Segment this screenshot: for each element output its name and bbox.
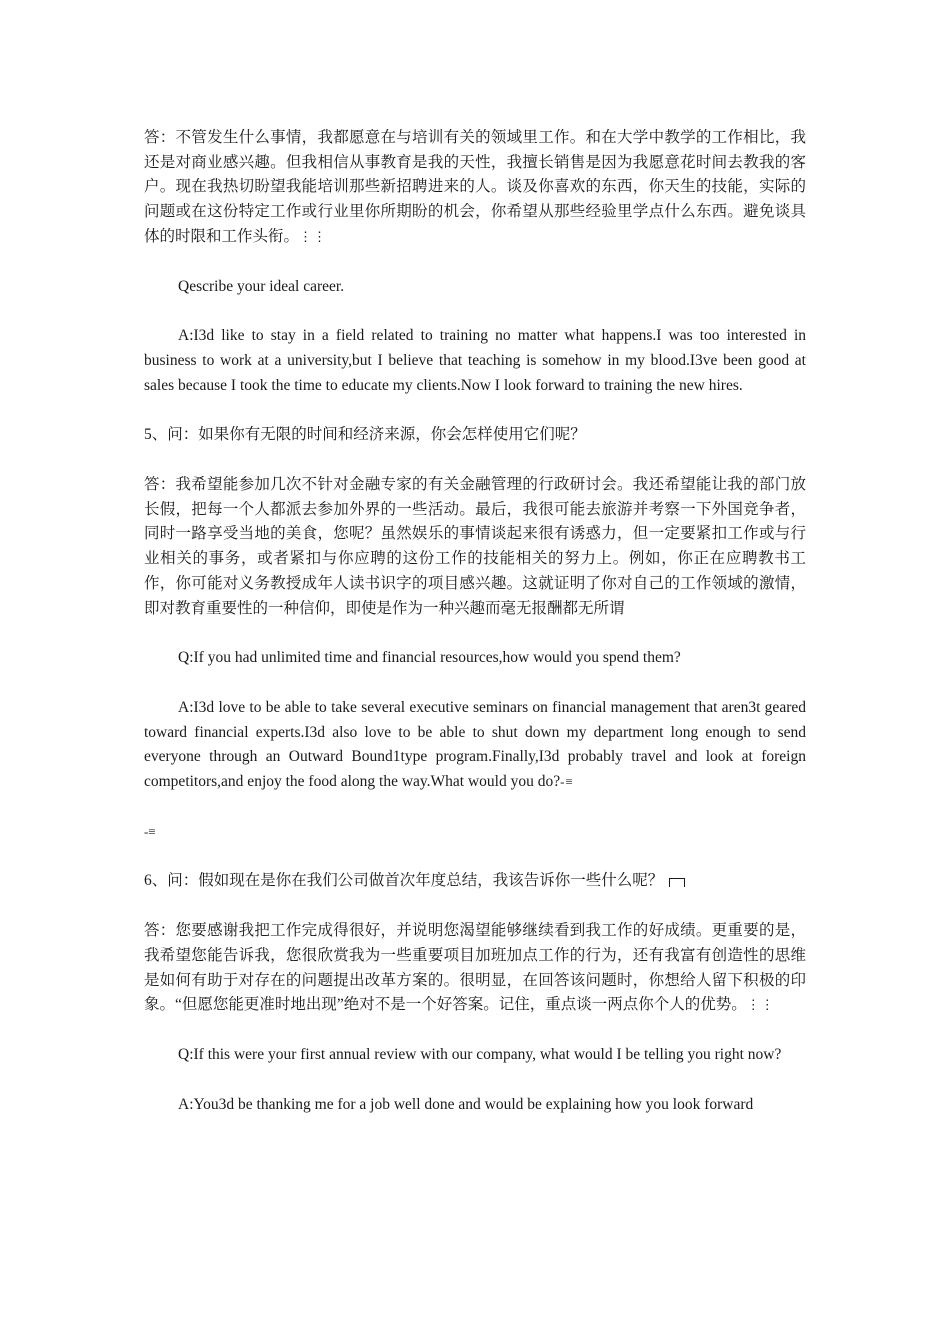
ellipsis-mark: ⋮⋮ [299,228,328,244]
answer-6-english: A:You3d be thanking me for a job well done and would be explaining how you look forward [178,1095,754,1113]
question-4-english: Qescribe your ideal career. [178,277,345,295]
ellipsis-mark: ⋮⋮ [746,997,775,1013]
answer-6-chinese-text: 答：您要感谢我把工作完成得很好，并说明您渴望能够继续看到我工作的好成绩。更重要的是，我希望您能告诉我，您很欣赏我为一些重要项目加班加点工作的行为，还有我富有创造性的思维是如何有助于对存在的问题提出改革方案的。很明显，在回答该问题时，你想给人留下积极的印象。“但愿您能更准时地出现”绝对不是一个好答案。记住，重点谈一两点你个人的优势。 [144,922,806,1014]
answer-5-chinese: 答：我希望能参加几次不针对金融专家的有关金融管理的行政研讨会。我还希望能让我的部门放长假，把每一个人都派去参加外界的一些活动。最后，我很可能去旅游并考察一下外国竞争者，同时一路享受当地的美食，您呢？虽然娱乐的事情谈起来很有诱惑力，但一定要紧扣工作或与行业相关的事务，或者紧扣与你应聘的这份工作的技能相关的努力上。例如，你正在应聘教书工作，你可能对义务教授成年人读书识字的项目感兴趣。这就证明了你对自己的工作领域的激情，即对教育重要性的一种信仰，即使是作为一种兴趣而毫无报酬都无所谓 [144,476,806,617]
answer-5-english-text: A:I3d love to be able to take several executive seminars on financial management that aren3t geared toward financial experts.I3d also love to be able to shut down my department long enough to send everyone through an Outward Bound1type program.Finally,I3d probably travel and look at foreign competitors,and enjoy the food along the way.What would you do? [144,698,806,791]
answer-4-chinese-text: 答：不管发生什么事情，我都愿意在与培训有关的领域里工作。和在大学中教学的工作相比，我还是对商业感兴趣。但我相信从事教育是我的天性，我擅长销售是因为我愿意花时间去教我的客户。现在我热切盼望我能培训那些新招聘进来的人。谈及你喜欢的东西，你天生的技能，实际的问题或在这份特定工作或行业里你所期盼的机会，你希望从那些经验里学点什么东西。避免谈具体的时限和工作头衔。 [144,129,806,245]
question-6-chinese-text: 6、问：假如现在是你在我们公司做首次年度总结，我该告诉你一些什么呢？ [144,872,664,890]
lone-mark-line: -≡ [144,823,156,839]
answer-4-english: A:I3d like to stay in a field related to training no matter what happens.I was too interested in business to work at a university,but I believe that teaching is somehow in my blood.I3ve been good at sales because I took the time to educate my clients.Now I look forward to training the new hires. [144,327,806,394]
document-page [144,126,806,1117]
question-5-english: Q:If you had unlimited time and financial resources,how would you spend them? [178,649,681,667]
question-6-chinese [144,869,806,894]
answer-5-english [144,696,806,795]
bracket-mark-icon [669,878,685,887]
dash-mark: -≡ [560,774,574,790]
answer-4-chinese [144,126,806,250]
answer-6-chinese [144,919,806,1018]
question-6-english: Q:If this were your first annual review with our company, what would I be telling you right now? [178,1045,782,1063]
question-5-chinese: 5、问：如果你有无限的时间和经济来源，你会怎样使用它们呢？ [144,426,586,444]
